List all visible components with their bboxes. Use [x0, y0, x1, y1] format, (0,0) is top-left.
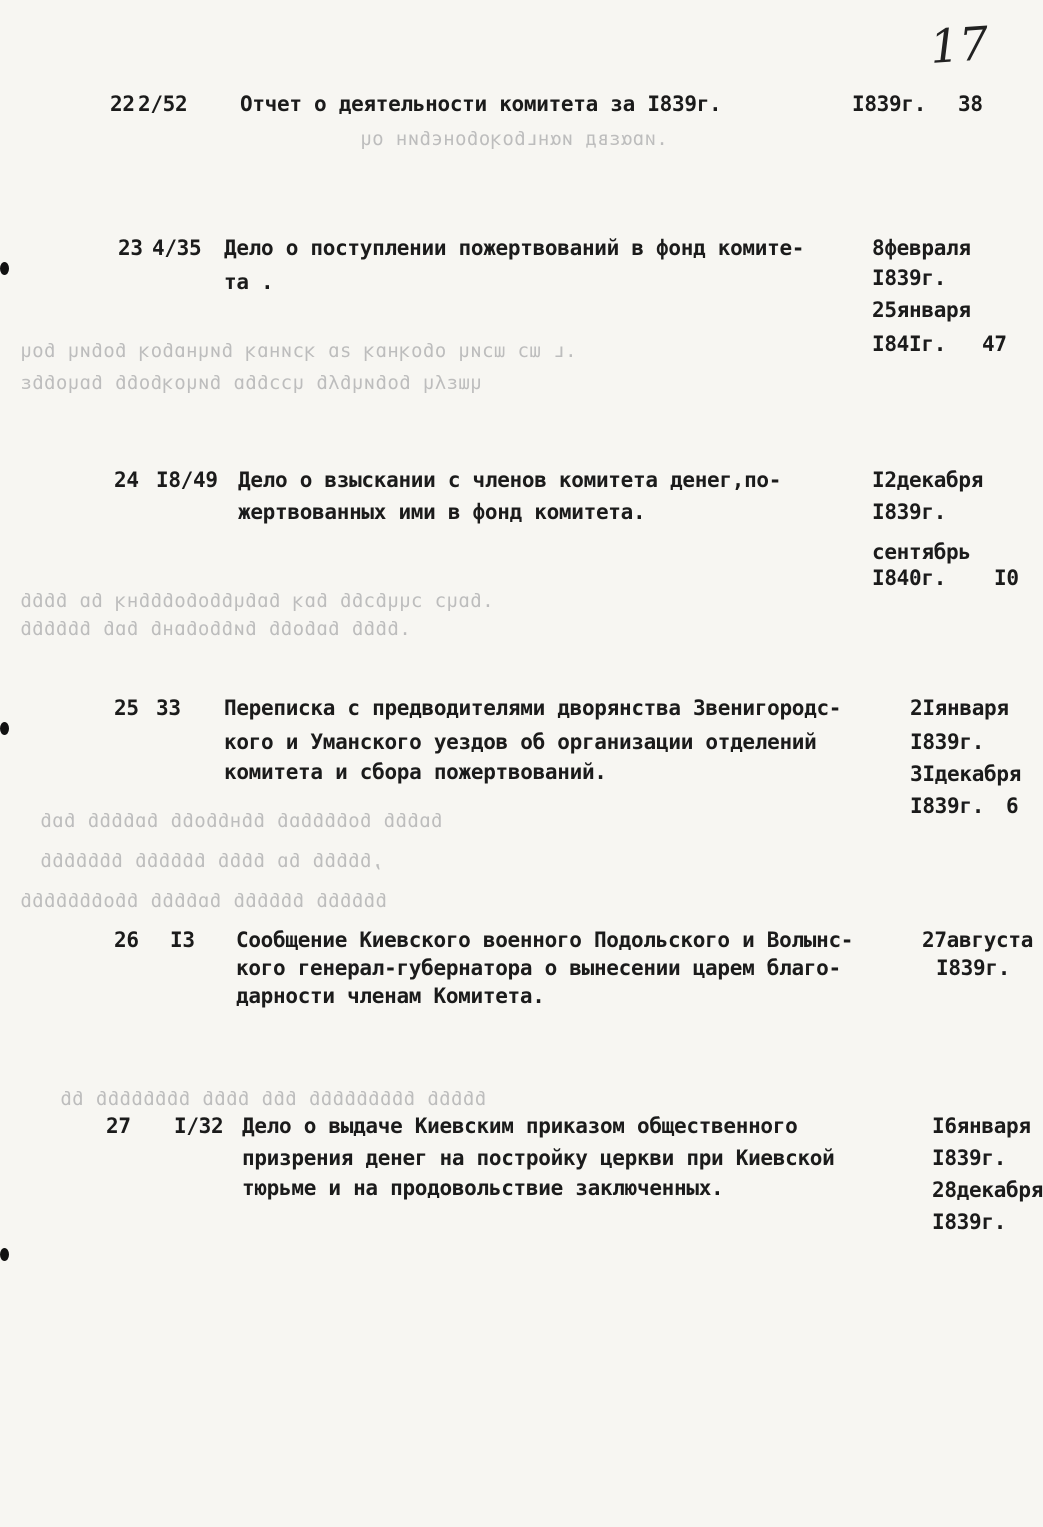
record-index: 23 — [118, 236, 143, 260]
record-title-line: Сообщение Киевского военного Подольского и Волынс- — [236, 928, 854, 952]
record-title-line: Дело о взыскании с членов комитета денег,по- — [238, 468, 782, 492]
bleed-through: ɥɯεʎɥ ɓоɓиɥɓʎɓ ɥɔɔɓɓɒ ɓиɥоʞɓоɓɓ ɓɒɥоɓɓε — [20, 372, 482, 394]
record-date-line: I839г. — [872, 266, 947, 290]
record-date-line: I6января — [932, 1114, 1031, 1138]
record-title-line: Отчет о деятельности комитета за I839г. — [240, 92, 722, 116]
record-date-line: I840г. — [872, 566, 947, 590]
bleed-through: ɓɓɓɓɓɓ ɓɓɓɓɓɓ ɓɒɓɓɓɓ ɓɓоɓɓɓɓɓɓɓ — [20, 890, 388, 912]
record-index: 26 — [114, 928, 139, 952]
record-date-line: 2Iянваря — [910, 696, 1009, 720]
record-title-line: та . — [224, 270, 274, 294]
record-code: I8/49 — [156, 468, 218, 492]
record-date-line: I839г. — [910, 794, 985, 818]
record-date-line: 25января — [872, 298, 971, 322]
record-date-line: сентябрь — [872, 540, 971, 564]
record-pages: 6 — [1006, 794, 1019, 818]
record-title-line: тюрьме и на продовольствие заключенных. — [242, 1176, 724, 1200]
record-date-line: I839г. — [852, 92, 927, 116]
bleed-through: .ʟ ɯɔ ɯɔиɥ оɓоʞнɒʞ ƨɒ ʞɔинɒʞ ɓиɥнɒɓоʞ ɓоɓиɥ ɓоɥ — [20, 340, 577, 362]
record-index: 22 — [110, 92, 135, 116]
record-code: I/32 — [174, 1114, 224, 1138]
record-title-line: Переписка с предводителями дворянства Звенигородс- — [224, 696, 842, 720]
punch-hole — [0, 1248, 9, 1261]
bleed-through: .ɓɓɓɓ ɓɒɓоɓɓ ɓиɓɓоɓɒнɓ ɓɒɓ ɓɓɓɓɓɓ — [20, 618, 411, 640]
record-date-line: 8февраля — [872, 236, 971, 260]
record-title-line: комитета и сбора пожертвований. — [224, 760, 607, 784]
record-date-line: I839г. — [872, 500, 947, 524]
record-title-line: призрения денег на постройку церкви при Киевской — [242, 1146, 835, 1170]
record-title-line: кого генерал-губернатора о вынесении царем благо- — [236, 956, 841, 980]
record-date-line: I839г. — [936, 956, 1011, 980]
bleed-through: ɓɒɓɓɓ ɓоɓɓɓɓɒɓ ɓɓнɓɓоɓɓ ɓɒɓɓɓɓ ɓɒɓ — [40, 810, 443, 832]
bleed-through: .ɓɒɥɔ ɔɥɥɓɔɓɓ ɓɒʞ ɓɒɓɥɓɓоɓоɓɓɓнʞ ɓɒ ɓɓɓɓ — [20, 590, 494, 612]
record-date-line: I839г. — [932, 1146, 1007, 1170]
record-date-line: I839г. — [932, 1210, 1007, 1234]
record-code: I3 — [170, 928, 195, 952]
record-pages: 38 — [958, 92, 983, 116]
record-date-line: 28декабря — [932, 1178, 1043, 1202]
record-code: 2/52 — [138, 92, 188, 116]
record-code: 33 — [156, 696, 181, 720]
record-title-line: дарности членам Комитета. — [236, 984, 545, 1008]
record-pages: I0 — [994, 566, 1019, 590]
bleed-through: ,ɓɓɓɓɓ ɓɒ ɓɓɓɓ ɓɓɓɓɓɓ ɓɓɓɓɓɓɓ — [40, 850, 384, 872]
record-date-line: I84Iг. — [872, 332, 947, 356]
record-date-line: 3Iдекабря — [910, 762, 1022, 786]
record-date-line: I839г. — [910, 730, 985, 754]
record-index: 24 — [114, 468, 139, 492]
punch-hole — [0, 722, 9, 735]
punch-hole — [0, 262, 9, 275]
record-title-line: Дело о выдаче Киевским приказом общественного — [242, 1114, 798, 1138]
record-date-line: 27августа — [922, 928, 1034, 952]
record-index: 25 — [114, 696, 139, 720]
record-title-line: Дело о поступлении пожертвований в фонд комите- — [224, 236, 805, 260]
record-index: 27 — [106, 1114, 131, 1138]
sheet-number: 17 — [928, 16, 991, 74]
record-title-line: жертвованных ими в фонд комитета. — [238, 500, 646, 524]
record-title-line: кого и Уманского уездов об организации отделений — [224, 730, 817, 754]
bleed-through: .ᴎɒαεвд иαнʟɓоʞоɓонєɓин оɥ — [360, 128, 668, 150]
record-pages: 47 — [982, 332, 1007, 356]
bleed-through: ɓɓɓɓɓ ɓɓɓɓɓɓɓɓɓ ɓɓɓ ɓɓɓɓ ɓɓɓɓɓɓɓɓ ɓɓ — [60, 1088, 487, 1110]
record-date-line: I2декабря — [872, 468, 984, 492]
record-code: 4/35 — [152, 236, 202, 260]
